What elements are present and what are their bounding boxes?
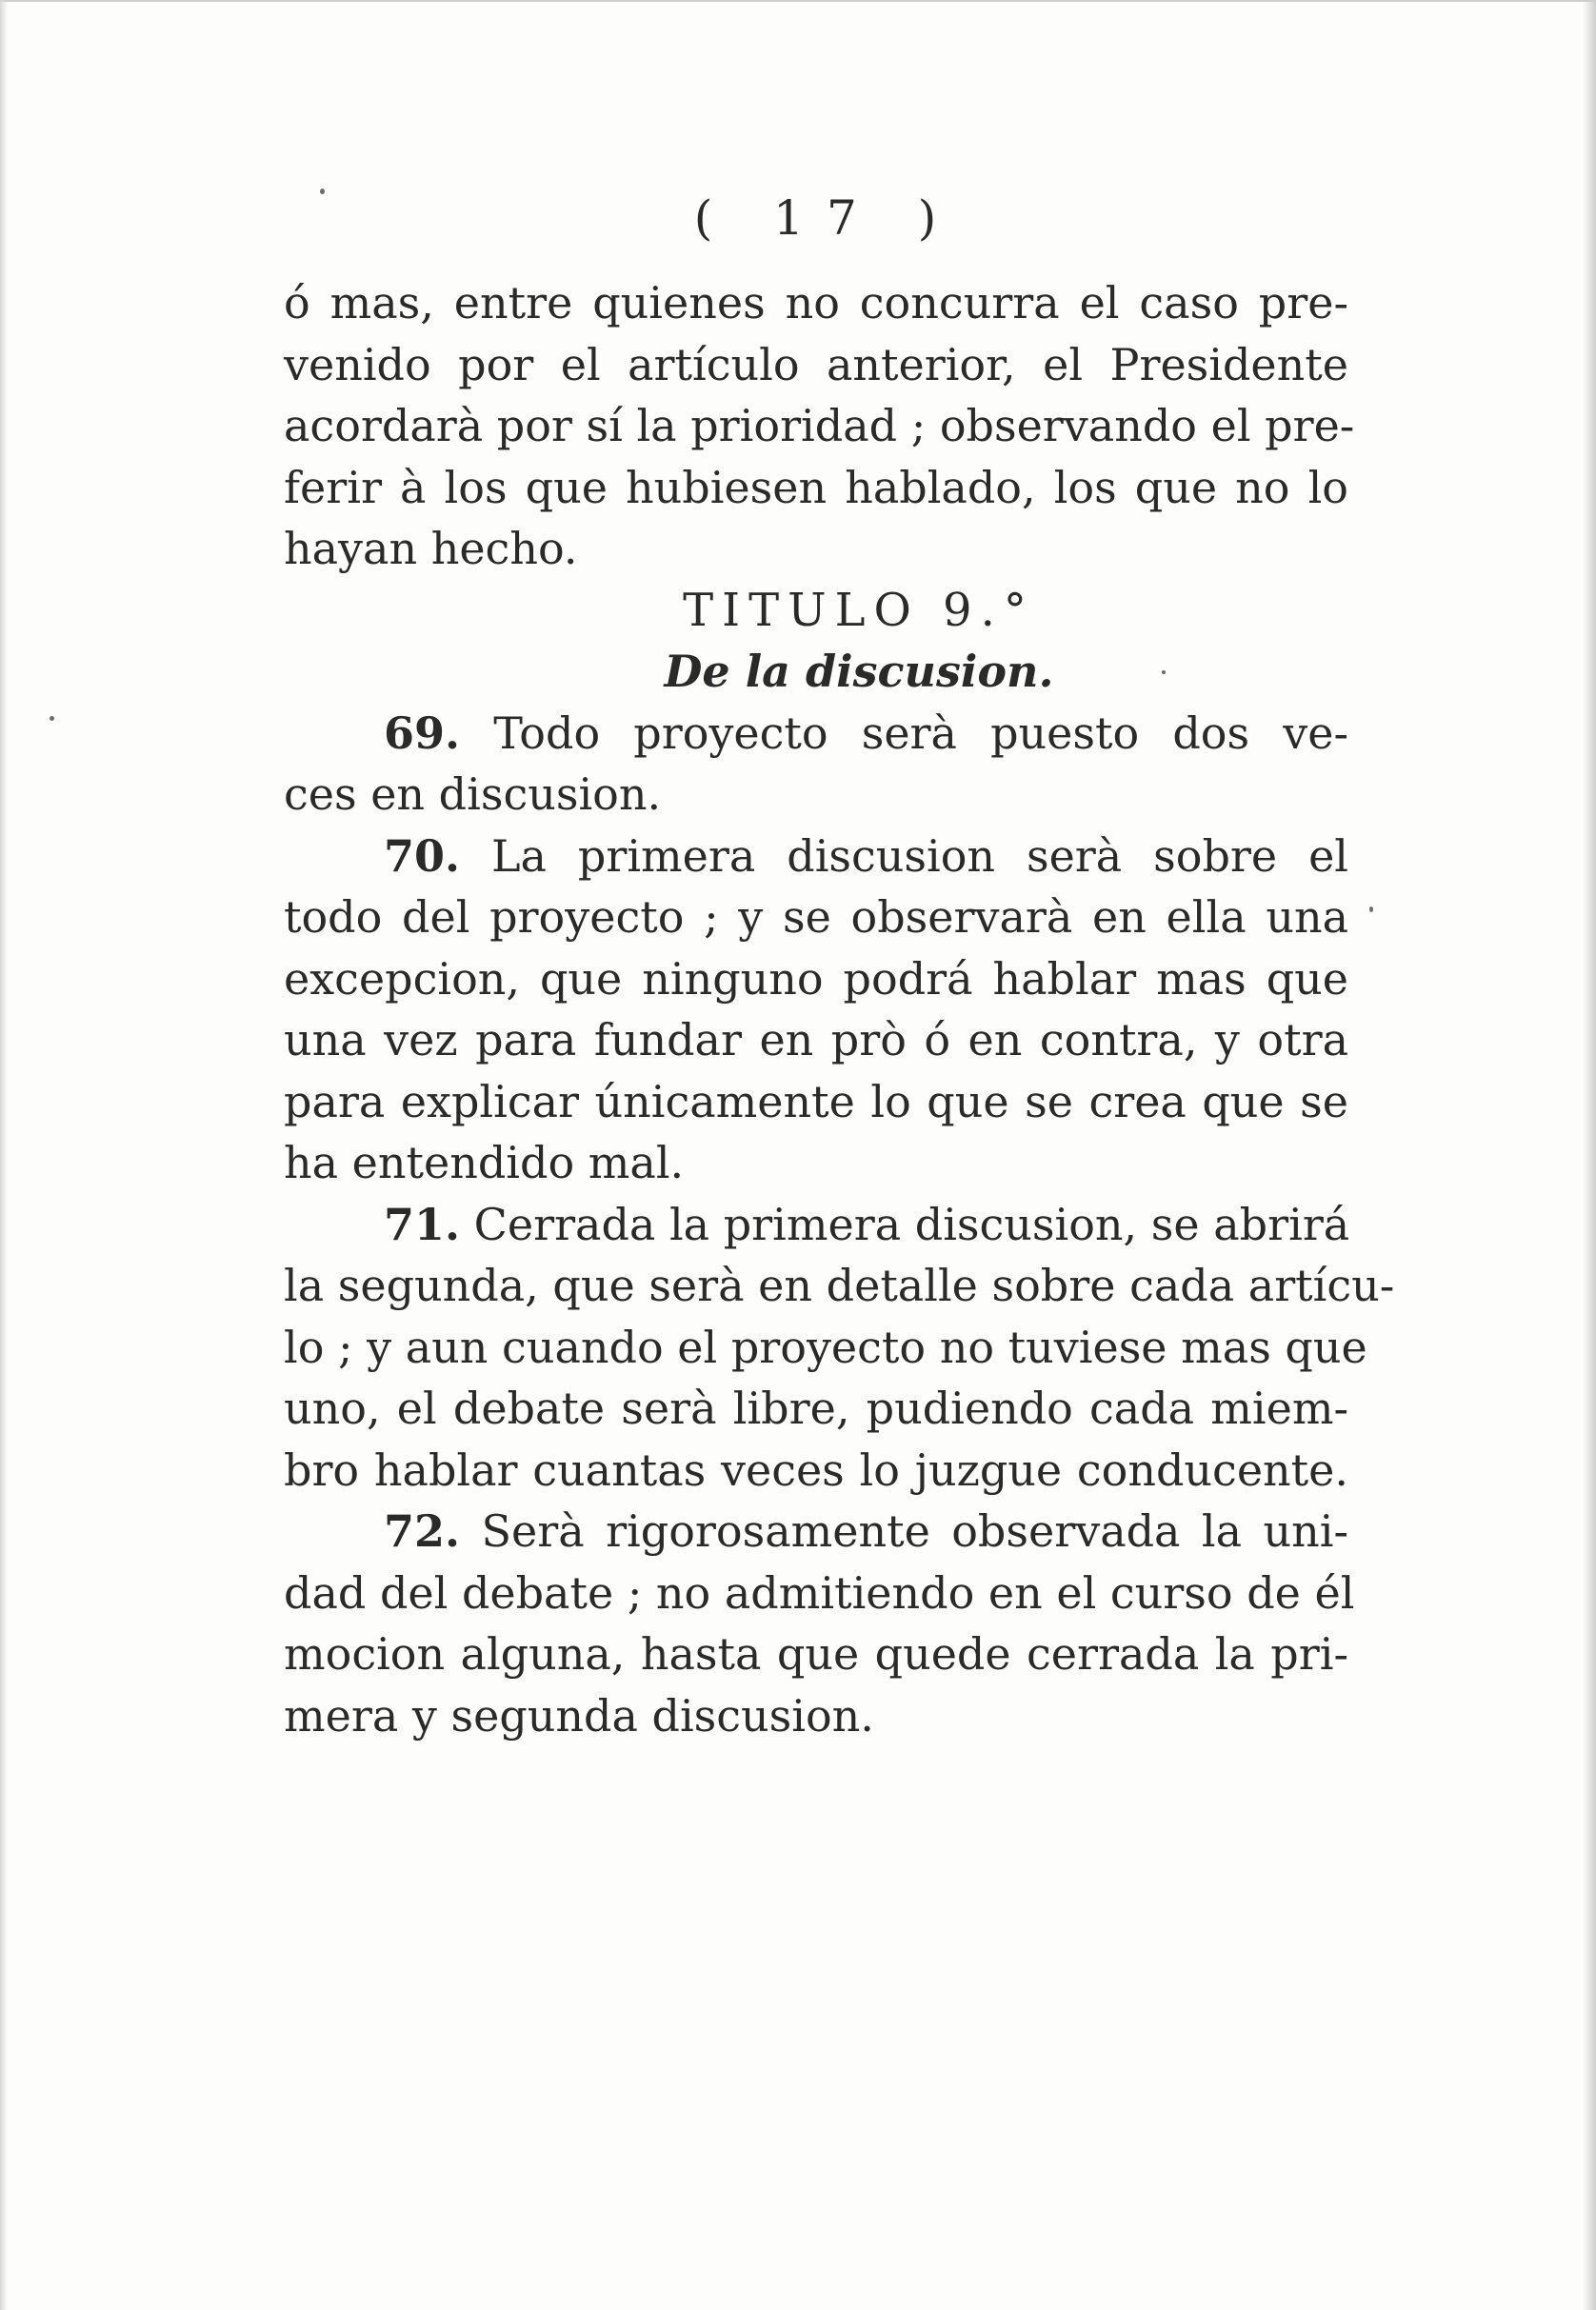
text-line: dad del debate ; no admitiendo en el curso de él	[284, 1566, 1355, 1619]
article-number: 70.	[384, 829, 461, 882]
page-number: ( 17 )	[693, 190, 960, 246]
article-71-first-line	[284, 1194, 1348, 1256]
text-line: acordarà por sí la prioridad ; observando el pre-	[284, 400, 1355, 451]
article-text: La primera discusion serà sobre el	[490, 829, 1348, 882]
text-line: lo ; y aun cuando el proyecto no tuviese mas que	[284, 1321, 1367, 1373]
text-line: uno, el debate serà libre, pudiendo cada miem-	[284, 1383, 1348, 1434]
article-number: 72.	[384, 1505, 461, 1557]
text-line: bro hablar cuantas veces lo juzgue conducente.	[284, 1444, 1348, 1496]
text-line: venido por el artículo anterior, el Presidente	[284, 338, 1348, 390]
text-line: ferir à los que hubiesen hablado, los que no lo	[284, 461, 1348, 513]
section-subtitle: De la discusion.	[664, 646, 1054, 697]
text-line: todo del proyecto ; y se observarà en ella una	[284, 891, 1348, 943]
scan-speck	[50, 716, 54, 721]
text-line: ces en discusion.	[284, 768, 662, 820]
text-line: mera y segunda discusion.	[284, 1689, 874, 1742]
article-number: 69.	[384, 707, 461, 759]
scan-edge-top	[0, 0, 1596, 40]
text-line: mocion alguna, hasta que quede cerrada la pri-	[284, 1628, 1348, 1680]
text-line: la segunda, que serà en detalle sobre cada artícu-	[284, 1260, 1395, 1311]
article-text: Todo proyecto serà puesto dos ve-	[493, 707, 1348, 759]
section-title: TITULO 9.°	[683, 583, 1035, 637]
text-line: hayan hecho.	[284, 523, 578, 574]
text-line: para explicar únicamente lo que se crea que se	[284, 1075, 1348, 1127]
text-line: excepcion, que ninguno podrá hablar mas que	[284, 952, 1348, 1005]
article-69-first-line	[284, 703, 1348, 765]
scan-edge-right	[1583, 0, 1596, 2310]
text-line: ó mas, entre quienes no concurra el caso pre-	[284, 277, 1348, 329]
body-text	[284, 272, 1395, 1746]
article-text: Serà rigorosamente observada la uni-	[481, 1505, 1349, 1557]
article-72-first-line	[284, 1501, 1348, 1563]
text-line: ha entendido mal.	[284, 1137, 685, 1188]
article-text: Cerrada la primera discusion, se abrirá	[473, 1198, 1350, 1250]
text-line: una vez para fundar en prò ó en contra, y otra	[284, 1014, 1348, 1065]
scan-edge-left	[0, 0, 8, 2310]
article-number: 71.	[384, 1198, 461, 1250]
article-70-first-line	[284, 826, 1348, 887]
scan-speck	[1369, 906, 1373, 912]
